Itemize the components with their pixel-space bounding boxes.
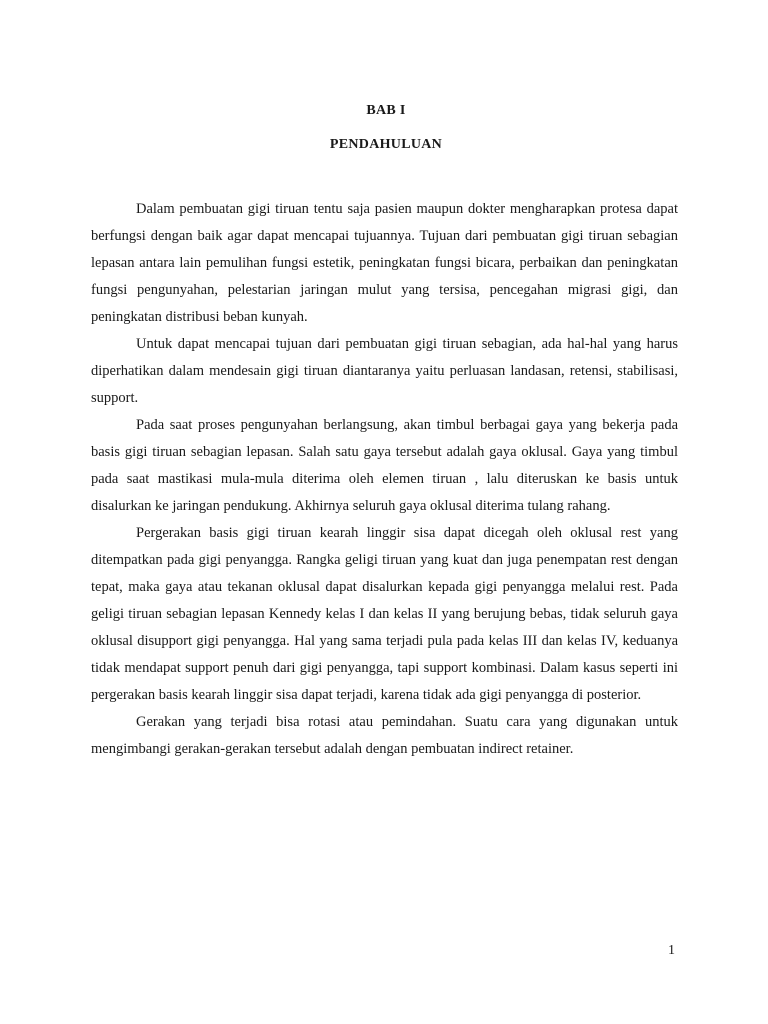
chapter-title: PENDAHULUAN	[329, 137, 443, 152]
paragraph-4: Pergerakan basis gigi tiruan kearah linggir sisa dapat dicegah oleh oklusal rest yang ditempatkan pada gigi penyangga. Rangka geligi tiruan yang kuat dan juga penempatan rest dengan tepat, maka gaya atau tekanan oklusal dapat disalurkan kepada gigi penyangga melalui rest. Pada geligi tiruan sebagian lepasan Kennedy kelas I dan kelas II yang berujung bebas, tidak seluruh gaya oklusal disupport gigi penyangga. Hal yang sama terjadi pula pada kelas III dan kelas IV, keduanya tidak mendapat support penuh dari gigi penyangga, tapi support kombinasi. Dalam kasus seperti ini pergerakan basis kearah linggir sisa dapat terjadi, karena tidak ada gigi penyangga di posterior.	[91, 525, 678, 703]
body-text	[91, 196, 678, 763]
chapter-heading	[0, 94, 768, 162]
paragraph-1: Dalam pembuatan gigi tiruan tentu saja pasien maupun dokter mengharapkan protesa dapat berfungsi dengan baik agar dapat mencapai tujuannya. Tujuan dari pembuatan gigi tiruan sebagian lepasan antara lain pemulihan fungsi estetik, peningkatan fungsi bicara, perbaikan dan peningkatan fungsi pengunyahan, pelestarian jaringan mulut yang tersisa, pencegahan migrasi gigi, dan peningkatan distribusi beban kunyah.	[91, 201, 678, 325]
page-number: 1	[668, 943, 675, 958]
paragraph-3: Pada saat proses pengunyahan berlangsung, akan timbul berbagai gaya yang bekerja pada basis gigi tiruan sebagian lepasan. Salah satu gaya tersebut adalah gaya oklusal. Gaya yang timbul pada saat mastikasi mula-mula diterima oleh elemen tiruan , lalu diteruskan ke basis untuk disalurkan ke jaringan pendukung. Akhirnya seluruh gaya oklusal diterima tulang rahang.	[91, 417, 678, 514]
paragraph-2: Untuk dapat mencapai tujuan dari pembuatan gigi tiruan sebagian, ada hal-hal yang harus diperhatikan dalam mendesain gigi tiruan diantaranya yaitu perluasan landasan, retensi, stabilisasi, support.	[91, 336, 678, 406]
chapter-label: BAB I	[366, 103, 406, 118]
paragraph-5: Gerakan yang terjadi bisa rotasi atau pemindahan. Suatu cara yang digunakan untuk mengimbangi gerakan-gerakan tersebut adalah dengan pembuatan indirect retainer.	[91, 714, 678, 757]
